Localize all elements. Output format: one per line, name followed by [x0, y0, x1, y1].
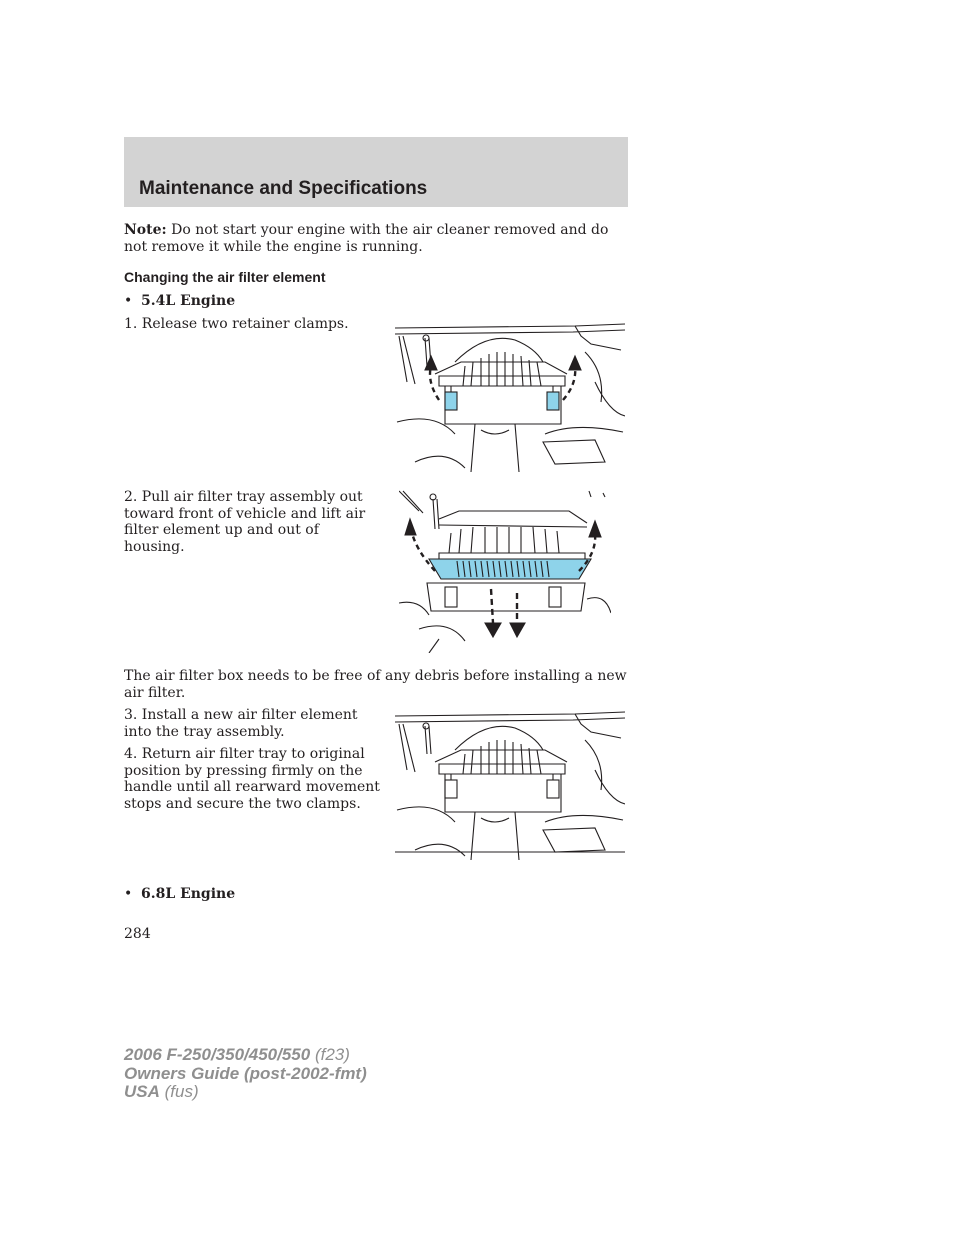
bullet-symbol: •: [124, 886, 133, 902]
footer-guide: Owners Guide (post-2002-fmt): [124, 1063, 367, 1083]
step-4-text: 4. Return air filter tray to original position by pressing firmly on the handle until all rearward movement stops and secure the two clamps.: [124, 746, 380, 812]
step-2-text: 2. Pull air filter tray assembly out toward front of vehicle and lift air filter element up and out of housing.: [124, 489, 366, 555]
step-1-text: 1. Release two retainer clamps.: [124, 316, 349, 332]
debris-paragraph: The air filter box needs to be free of any debris before installing a new air filter.: [124, 668, 627, 701]
note-label: Note:: [124, 222, 167, 238]
bullet-label: 6.8L Engine: [141, 886, 236, 902]
illustration-release-clamps: [395, 322, 625, 480]
bullet-6-8l-engine: [124, 886, 235, 902]
illustration-pull-tray: [399, 489, 611, 653]
footer-model-code: (f23): [314, 1045, 350, 1064]
page-number: 284: [124, 926, 151, 942]
section-header-band: [124, 137, 628, 207]
subheading-changing-filter: Changing the air filter element: [124, 269, 326, 285]
footer-model: 2006 F-250/350/450/550: [124, 1045, 311, 1064]
note-paragraph: [124, 222, 628, 255]
bullet-5-4l-engine: [124, 293, 235, 309]
footer-market-code: (fus): [164, 1082, 199, 1101]
step-3-text: 3. Install a new air filter element into the tray assembly.: [124, 707, 358, 740]
document-footer: [124, 1046, 367, 1102]
note-text: Do not start your engine with the air cleaner removed and do not remove it while the engine is running.: [124, 222, 609, 255]
footer-market: USA: [124, 1082, 160, 1101]
illustration-reinstall-tray: [395, 710, 625, 866]
section-title: Maintenance and Specifications: [139, 178, 428, 199]
bullet-symbol: •: [124, 293, 133, 309]
bullet-label: 5.4L Engine: [141, 293, 236, 309]
